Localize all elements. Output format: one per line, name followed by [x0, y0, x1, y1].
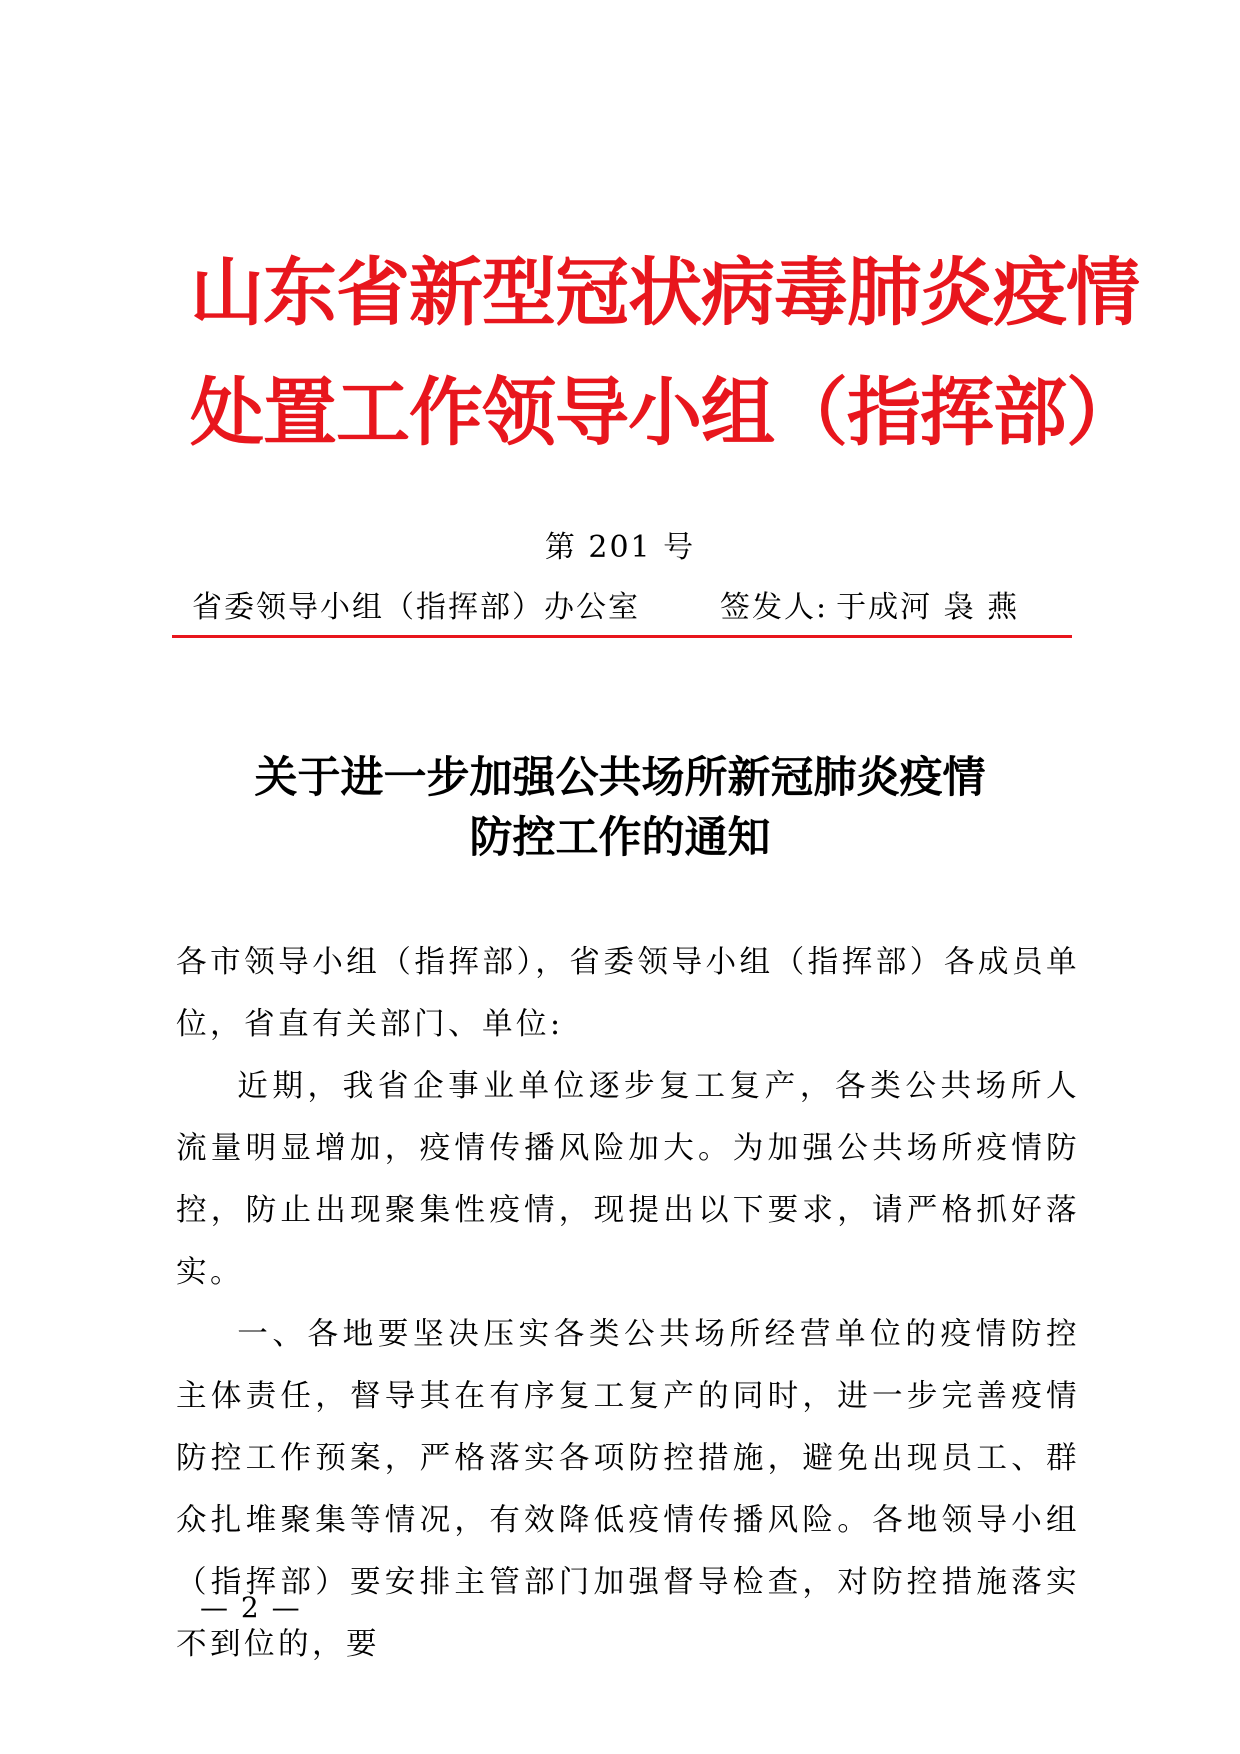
page-number: — 2 — [200, 1591, 302, 1624]
paragraph-1: 近期，我省企事业单位逐步复工复产，各类公共场所人流量明显增加，疫情传播风险加大。为加强公共场所疫情防控，防止出现聚集性疫情，现提出以下要求，请严格抓好落实。 [176, 1069, 1080, 1290]
body-text [176, 932, 1080, 1676]
header-title-line-2: 处置工作领导小组（指挥部） [190, 370, 1139, 456]
signer [720, 588, 1019, 628]
red-rule [172, 635, 1072, 638]
notice-title-line-2: 防控工作的通知 [469, 813, 771, 863]
signer-label: 签发人: [720, 590, 829, 625]
document-number: 第 201 号 [544, 530, 696, 565]
paragraph-2: 一、各地要坚决压实各类公共场所经营单位的疫情防控主体责任，督导其在有序复工复产的同时，进一步完善疫情防控工作预案，严格落实各项防控措施，避免出现员工、群众扎堆聚集等情况，有效降低疫情传播风险。各地领导小组（指挥部）要安排主管部门加强督导检查，对防控措施落实不到位的，要 [176, 1317, 1080, 1662]
signer-names: 于成河 袅 燕 [836, 590, 1020, 625]
notice-title-line-1: 关于进一步加强公共场所新冠肺炎疫情 [254, 753, 986, 803]
addressee: 各市领导小组（指挥部），省委领导小组（指挥部）各成员单位，省直有关部门、单位: [176, 945, 1080, 1042]
issuer: 省委领导小组（指挥部）办公室 [192, 590, 640, 625]
header-title-line-1: 山东省新型冠状病毒肺炎疫情 [190, 250, 1139, 336]
